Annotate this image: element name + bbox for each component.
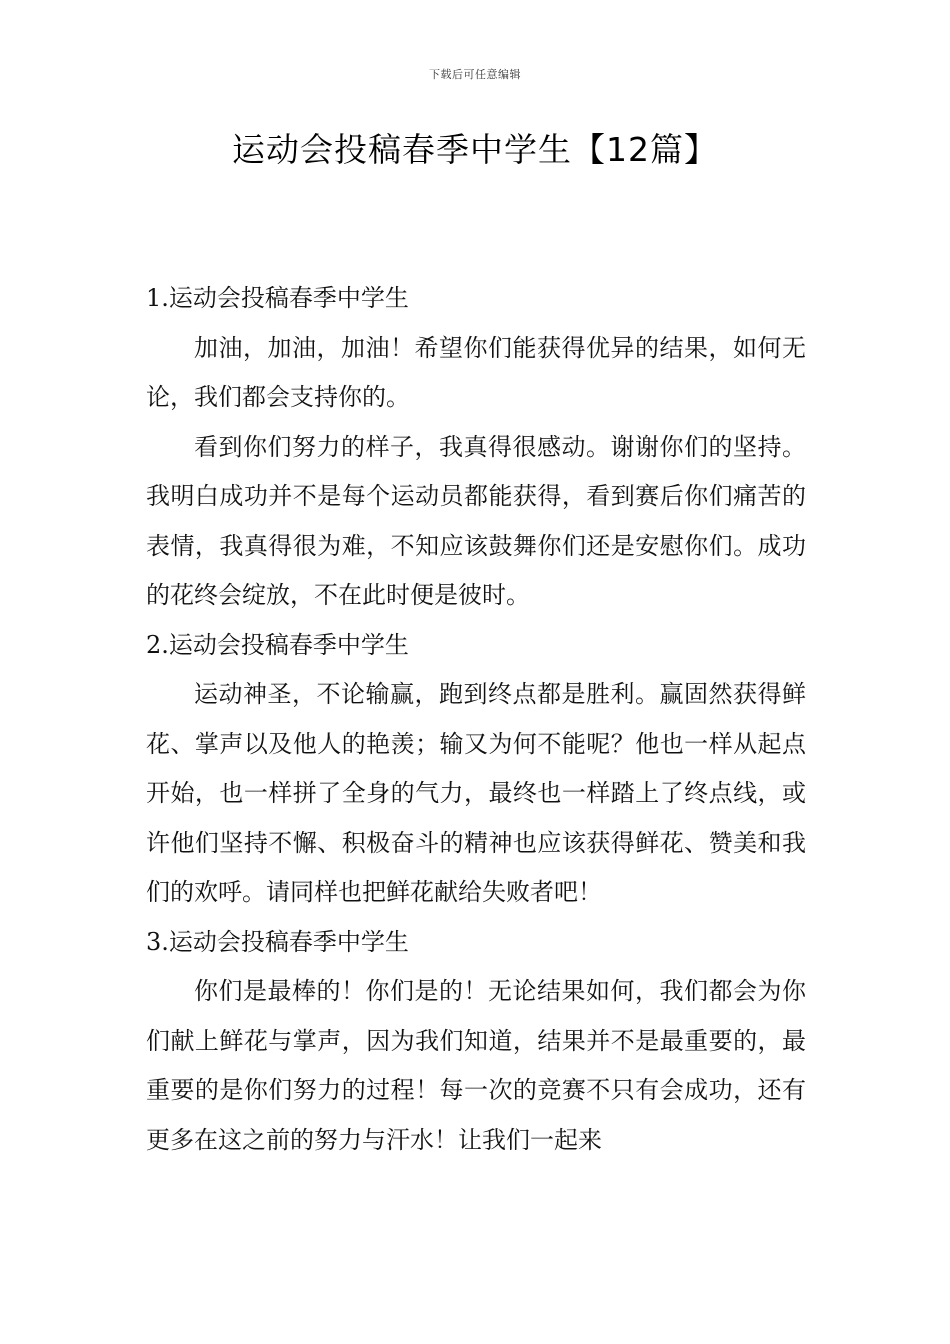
paragraph: 加油，加油，加油！希望你们能获得优异的结果，如何无论，我们都会支持你的。 bbox=[146, 333, 806, 411]
paragraph: 运动神圣，不论输赢，跑到终点都是胜利。赢固然获得鲜花、掌声以及他人的艳羡；输又为何不能呢？他也一样从起点开始，也一样拼了全身的气力，最终也一样踏上了终点线，或许他们坚持不懈、积极奋斗的精神也应该获得鲜花、赞美和我们的欢呼。请同样也把鲜花献给失败者吧！ bbox=[146, 680, 806, 906]
paragraph: 看到你们努力的样子，我真得很感动。谢谢你们的坚持。我明白成功并不是每个运动员都能获得，看到赛后你们痛苦的表情，我真得很为难，不知应该鼓舞你们还是安慰你们。成功的花终会绽放，不在此时便是彼时。 bbox=[146, 432, 806, 609]
section-3 bbox=[146, 918, 806, 1166]
section-heading: 2.运动会投稿春季中学生 bbox=[146, 630, 409, 659]
section-heading: 1.运动会投稿春季中学生 bbox=[146, 284, 409, 312]
page-title: 运动会投稿春季中学生【12篇】 bbox=[232, 130, 718, 169]
section-heading: 3.运动会投稿春季中学生 bbox=[146, 927, 409, 956]
section-2 bbox=[146, 621, 806, 918]
document-body bbox=[146, 274, 806, 1165]
header-note: 下载后可任意编辑 bbox=[429, 68, 521, 81]
section-1 bbox=[146, 274, 806, 621]
paragraph: 你们是最棒的！你们是的！无论结果如何，我们都会为你们献上鲜花与掌声，因为我们知道，结果并不是最重要的，最重要的是你们努力的过程！每一次的竞赛不只有会成功，还有更多在这之前的努力与汗水！让我们一起来 bbox=[146, 977, 806, 1154]
